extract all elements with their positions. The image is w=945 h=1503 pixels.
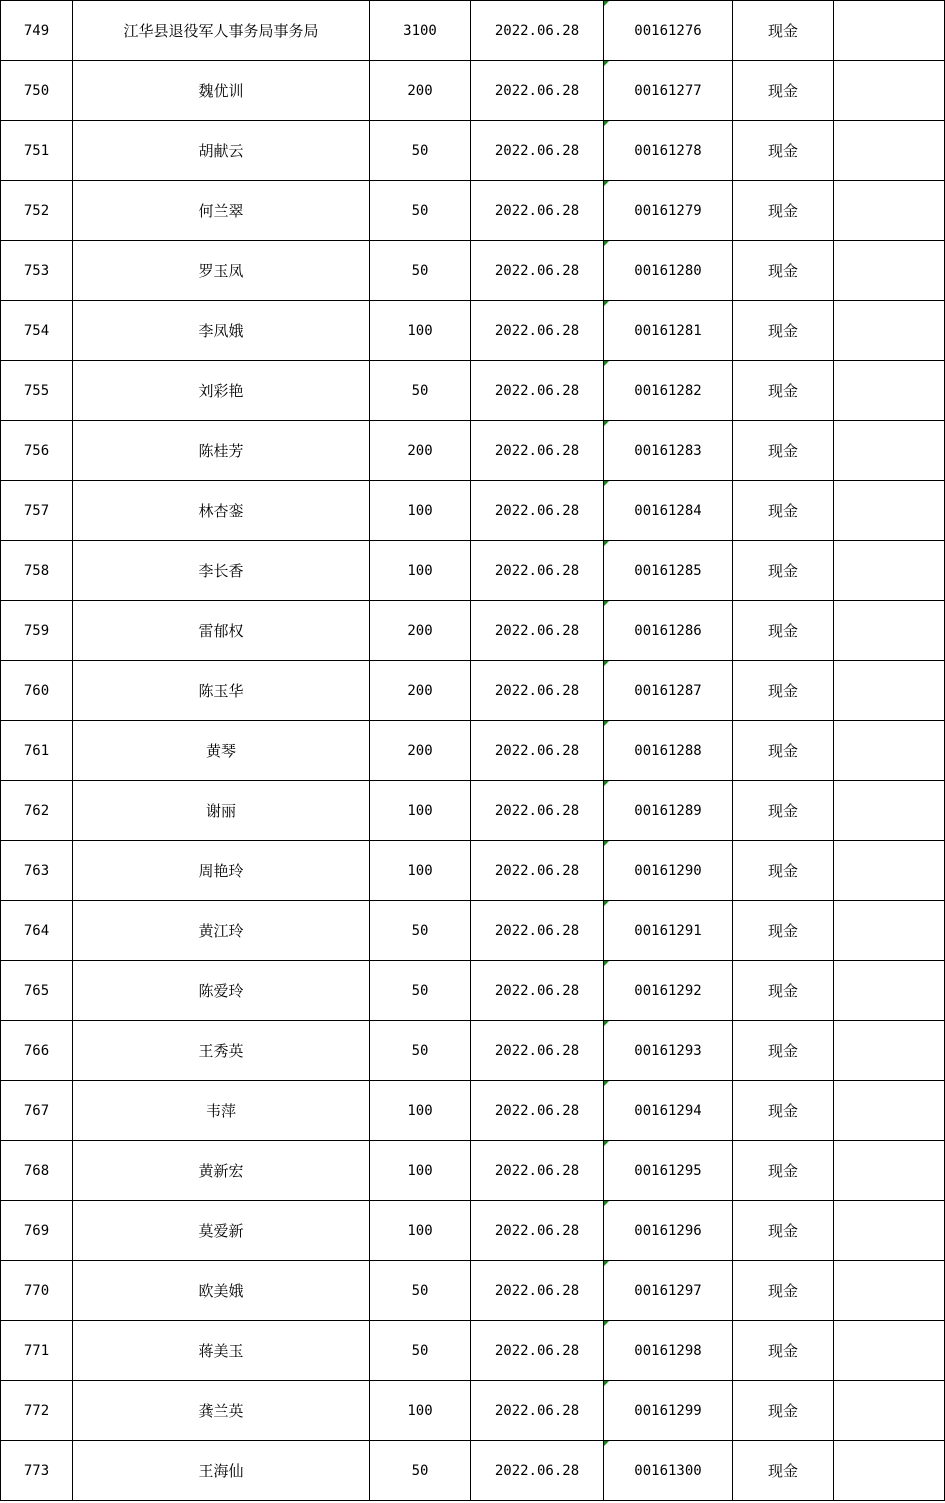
cell-marker-icon: [604, 1, 609, 6]
table-row: [1, 841, 945, 901]
payment-method-cell: 现金: [733, 61, 834, 121]
receipt-number-cell: 00161286: [604, 601, 733, 661]
cell-marker-icon: [604, 661, 609, 666]
remarks-cell: [834, 1141, 945, 1201]
date-cell: 2022.06.28: [471, 121, 604, 181]
table-row: [1, 241, 945, 301]
date-cell: 2022.06.28: [471, 1381, 604, 1441]
donor-name-cell: 江华县退役军人事务局事务局: [73, 1, 370, 61]
amount-cell: 50: [370, 1441, 471, 1501]
payment-method-cell: 现金: [733, 181, 834, 241]
payment-method-cell: 现金: [733, 1321, 834, 1381]
amount-cell: 100: [370, 781, 471, 841]
remarks-cell: [834, 721, 945, 781]
payment-method-cell: 现金: [733, 121, 834, 181]
donor-name-cell: 何兰翠: [73, 181, 370, 241]
amount-cell: 50: [370, 1261, 471, 1321]
row-number-cell: 759: [1, 601, 73, 661]
donor-name-cell: 黄琴: [73, 721, 370, 781]
amount-cell: 50: [370, 1321, 471, 1381]
payment-method-cell: 现金: [733, 901, 834, 961]
row-number-cell: 753: [1, 241, 73, 301]
row-number-cell: 750: [1, 61, 73, 121]
row-number-cell: 770: [1, 1261, 73, 1321]
payment-method-cell: 现金: [733, 1381, 834, 1441]
donor-name-cell: 陈桂芳: [73, 421, 370, 481]
row-number-cell: 772: [1, 1381, 73, 1441]
payment-method-cell: 现金: [733, 1021, 834, 1081]
table-row: [1, 481, 945, 541]
donor-name-cell: 王秀英: [73, 1021, 370, 1081]
table-row: [1, 781, 945, 841]
donor-name-cell: 胡献云: [73, 121, 370, 181]
payment-method-cell: 现金: [733, 1201, 834, 1261]
row-number-cell: 751: [1, 121, 73, 181]
date-cell: 2022.06.28: [471, 901, 604, 961]
receipt-number-cell: 00161289: [604, 781, 733, 841]
receipt-number-cell: 00161299: [604, 1381, 733, 1441]
table-row: [1, 661, 945, 721]
cell-marker-icon: [604, 1321, 609, 1326]
donor-name-cell: 谢丽: [73, 781, 370, 841]
donor-name-cell: 刘彩艳: [73, 361, 370, 421]
remarks-cell: [834, 1321, 945, 1381]
payment-method-cell: 现金: [733, 601, 834, 661]
donor-name-cell: 林杏銮: [73, 481, 370, 541]
remarks-cell: [834, 421, 945, 481]
payment-method-cell: 现金: [733, 1441, 834, 1501]
amount-cell: 100: [370, 301, 471, 361]
row-number-cell: 764: [1, 901, 73, 961]
remarks-cell: [834, 1021, 945, 1081]
date-cell: 2022.06.28: [471, 421, 604, 481]
amount-cell: 3100: [370, 1, 471, 61]
receipt-number-cell: 00161297: [604, 1261, 733, 1321]
amount-cell: 100: [370, 1141, 471, 1201]
table-row: [1, 181, 945, 241]
remarks-cell: [834, 181, 945, 241]
row-number-cell: 749: [1, 1, 73, 61]
remarks-cell: [834, 961, 945, 1021]
row-number-cell: 761: [1, 721, 73, 781]
cell-marker-icon: [604, 781, 609, 786]
date-cell: 2022.06.28: [471, 1081, 604, 1141]
row-number-cell: 763: [1, 841, 73, 901]
row-number-cell: 765: [1, 961, 73, 1021]
remarks-cell: [834, 781, 945, 841]
donor-name-cell: 陈玉华: [73, 661, 370, 721]
receipt-number-cell: 00161290: [604, 841, 733, 901]
amount-cell: 100: [370, 481, 471, 541]
receipt-number-cell: 00161280: [604, 241, 733, 301]
payment-method-cell: 现金: [733, 841, 834, 901]
cell-marker-icon: [604, 1141, 609, 1146]
receipt-number-cell: 00161284: [604, 481, 733, 541]
remarks-cell: [834, 361, 945, 421]
row-number-cell: 769: [1, 1201, 73, 1261]
receipt-number-cell: 00161277: [604, 61, 733, 121]
ledger-body: [1, 1, 945, 1501]
date-cell: 2022.06.28: [471, 361, 604, 421]
donor-name-cell: 蒋美玉: [73, 1321, 370, 1381]
date-cell: 2022.06.28: [471, 541, 604, 601]
amount-cell: 200: [370, 61, 471, 121]
amount-cell: 100: [370, 841, 471, 901]
table-row: [1, 1441, 945, 1501]
amount-cell: 50: [370, 241, 471, 301]
date-cell: 2022.06.28: [471, 61, 604, 121]
payment-method-cell: 现金: [733, 481, 834, 541]
table-row: [1, 361, 945, 421]
cell-marker-icon: [604, 601, 609, 606]
receipt-number-cell: 00161300: [604, 1441, 733, 1501]
remarks-cell: [834, 1261, 945, 1321]
date-cell: 2022.06.28: [471, 601, 604, 661]
table-row: [1, 421, 945, 481]
cell-marker-icon: [604, 961, 609, 966]
amount-cell: 50: [370, 121, 471, 181]
table-row: [1, 1201, 945, 1261]
payment-method-cell: 现金: [733, 661, 834, 721]
receipt-number-cell: 00161287: [604, 661, 733, 721]
amount-cell: 200: [370, 601, 471, 661]
remarks-cell: [834, 1381, 945, 1441]
remarks-cell: [834, 301, 945, 361]
cell-marker-icon: [604, 1081, 609, 1086]
donor-name-cell: 陈爱玲: [73, 961, 370, 1021]
remarks-cell: [834, 1081, 945, 1141]
table-row: [1, 1081, 945, 1141]
cell-marker-icon: [604, 1441, 609, 1446]
date-cell: 2022.06.28: [471, 1141, 604, 1201]
donor-name-cell: 韦萍: [73, 1081, 370, 1141]
amount-cell: 200: [370, 721, 471, 781]
date-cell: 2022.06.28: [471, 781, 604, 841]
row-number-cell: 773: [1, 1441, 73, 1501]
amount-cell: 50: [370, 1021, 471, 1081]
receipt-number-cell: 00161288: [604, 721, 733, 781]
payment-method-cell: 现金: [733, 781, 834, 841]
date-cell: 2022.06.28: [471, 661, 604, 721]
cell-marker-icon: [604, 121, 609, 126]
payment-method-cell: 现金: [733, 1261, 834, 1321]
cell-marker-icon: [604, 241, 609, 246]
cell-marker-icon: [604, 421, 609, 426]
receipt-number-cell: 00161281: [604, 301, 733, 361]
cell-marker-icon: [604, 1021, 609, 1026]
payment-method-cell: 现金: [733, 361, 834, 421]
receipt-number-cell: 00161296: [604, 1201, 733, 1261]
donor-name-cell: 魏优训: [73, 61, 370, 121]
date-cell: 2022.06.28: [471, 241, 604, 301]
payment-method-cell: 现金: [733, 301, 834, 361]
cell-marker-icon: [604, 1261, 609, 1266]
receipt-number-cell: 00161293: [604, 1021, 733, 1081]
amount-cell: 100: [370, 541, 471, 601]
cell-marker-icon: [604, 841, 609, 846]
cell-marker-icon: [604, 901, 609, 906]
payment-method-cell: 现金: [733, 421, 834, 481]
table-row: [1, 1, 945, 61]
table-row: [1, 1261, 945, 1321]
remarks-cell: [834, 601, 945, 661]
donor-name-cell: 周艳玲: [73, 841, 370, 901]
receipt-number-cell: 00161294: [604, 1081, 733, 1141]
amount-cell: 50: [370, 181, 471, 241]
payment-method-cell: 现金: [733, 721, 834, 781]
table-row: [1, 721, 945, 781]
row-number-cell: 767: [1, 1081, 73, 1141]
receipt-number-cell: 00161282: [604, 361, 733, 421]
cell-marker-icon: [604, 301, 609, 306]
payment-method-cell: 现金: [733, 1081, 834, 1141]
table-row: [1, 541, 945, 601]
date-cell: 2022.06.28: [471, 841, 604, 901]
remarks-cell: [834, 241, 945, 301]
table-row: [1, 1021, 945, 1081]
receipt-number-cell: 00161283: [604, 421, 733, 481]
receipt-number-cell: 00161279: [604, 181, 733, 241]
receipt-number-cell: 00161291: [604, 901, 733, 961]
date-cell: 2022.06.28: [471, 961, 604, 1021]
table-row: [1, 961, 945, 1021]
cell-marker-icon: [604, 181, 609, 186]
date-cell: 2022.06.28: [471, 1321, 604, 1381]
payment-method-cell: 现金: [733, 241, 834, 301]
row-number-cell: 760: [1, 661, 73, 721]
date-cell: 2022.06.28: [471, 181, 604, 241]
remarks-cell: [834, 841, 945, 901]
cell-marker-icon: [604, 1381, 609, 1386]
remarks-cell: [834, 901, 945, 961]
receipt-number-cell: 00161292: [604, 961, 733, 1021]
receipt-number-cell: 00161278: [604, 121, 733, 181]
amount-cell: 200: [370, 421, 471, 481]
date-cell: 2022.06.28: [471, 1261, 604, 1321]
remarks-cell: [834, 481, 945, 541]
row-number-cell: 766: [1, 1021, 73, 1081]
row-number-cell: 755: [1, 361, 73, 421]
remarks-cell: [834, 61, 945, 121]
cell-marker-icon: [604, 721, 609, 726]
table-row: [1, 301, 945, 361]
row-number-cell: 754: [1, 301, 73, 361]
date-cell: 2022.06.28: [471, 481, 604, 541]
table-row: [1, 61, 945, 121]
amount-cell: 50: [370, 901, 471, 961]
remarks-cell: [834, 1201, 945, 1261]
row-number-cell: 752: [1, 181, 73, 241]
cell-marker-icon: [604, 61, 609, 66]
cell-marker-icon: [604, 361, 609, 366]
donor-name-cell: 莫爱新: [73, 1201, 370, 1261]
receipt-number-cell: 00161295: [604, 1141, 733, 1201]
amount-cell: 200: [370, 661, 471, 721]
amount-cell: 100: [370, 1381, 471, 1441]
remarks-cell: [834, 121, 945, 181]
date-cell: 2022.06.28: [471, 721, 604, 781]
cell-marker-icon: [604, 541, 609, 546]
remarks-cell: [834, 1, 945, 61]
table-row: [1, 121, 945, 181]
receipt-number-cell: 00161276: [604, 1, 733, 61]
donor-name-cell: 罗玉凤: [73, 241, 370, 301]
table-row: [1, 1321, 945, 1381]
date-cell: 2022.06.28: [471, 301, 604, 361]
cell-marker-icon: [604, 481, 609, 486]
payment-method-cell: 现金: [733, 1, 834, 61]
row-number-cell: 757: [1, 481, 73, 541]
donor-name-cell: 龚兰英: [73, 1381, 370, 1441]
date-cell: 2022.06.28: [471, 1441, 604, 1501]
payment-method-cell: 现金: [733, 1141, 834, 1201]
row-number-cell: 758: [1, 541, 73, 601]
cell-marker-icon: [604, 1201, 609, 1206]
amount-cell: 100: [370, 1081, 471, 1141]
donor-name-cell: 雷郁权: [73, 601, 370, 661]
date-cell: 2022.06.28: [471, 1021, 604, 1081]
table-row: [1, 1381, 945, 1441]
row-number-cell: 762: [1, 781, 73, 841]
remarks-cell: [834, 541, 945, 601]
amount-cell: 100: [370, 1201, 471, 1261]
date-cell: 2022.06.28: [471, 1, 604, 61]
donor-name-cell: 李长香: [73, 541, 370, 601]
donor-name-cell: 王海仙: [73, 1441, 370, 1501]
table-row: [1, 1141, 945, 1201]
amount-cell: 50: [370, 961, 471, 1021]
amount-cell: 50: [370, 361, 471, 421]
row-number-cell: 756: [1, 421, 73, 481]
receipt-number-cell: 00161298: [604, 1321, 733, 1381]
donor-name-cell: 欧美娥: [73, 1261, 370, 1321]
remarks-cell: [834, 1441, 945, 1501]
table-row: [1, 601, 945, 661]
payment-method-cell: 现金: [733, 541, 834, 601]
payment-method-cell: 现金: [733, 961, 834, 1021]
donor-name-cell: 黄新宏: [73, 1141, 370, 1201]
remarks-cell: [834, 661, 945, 721]
donor-name-cell: 李凤娥: [73, 301, 370, 361]
receipt-number-cell: 00161285: [604, 541, 733, 601]
row-number-cell: 771: [1, 1321, 73, 1381]
donor-name-cell: 黄江玲: [73, 901, 370, 961]
table-row: [1, 901, 945, 961]
date-cell: 2022.06.28: [471, 1201, 604, 1261]
row-number-cell: 768: [1, 1141, 73, 1201]
